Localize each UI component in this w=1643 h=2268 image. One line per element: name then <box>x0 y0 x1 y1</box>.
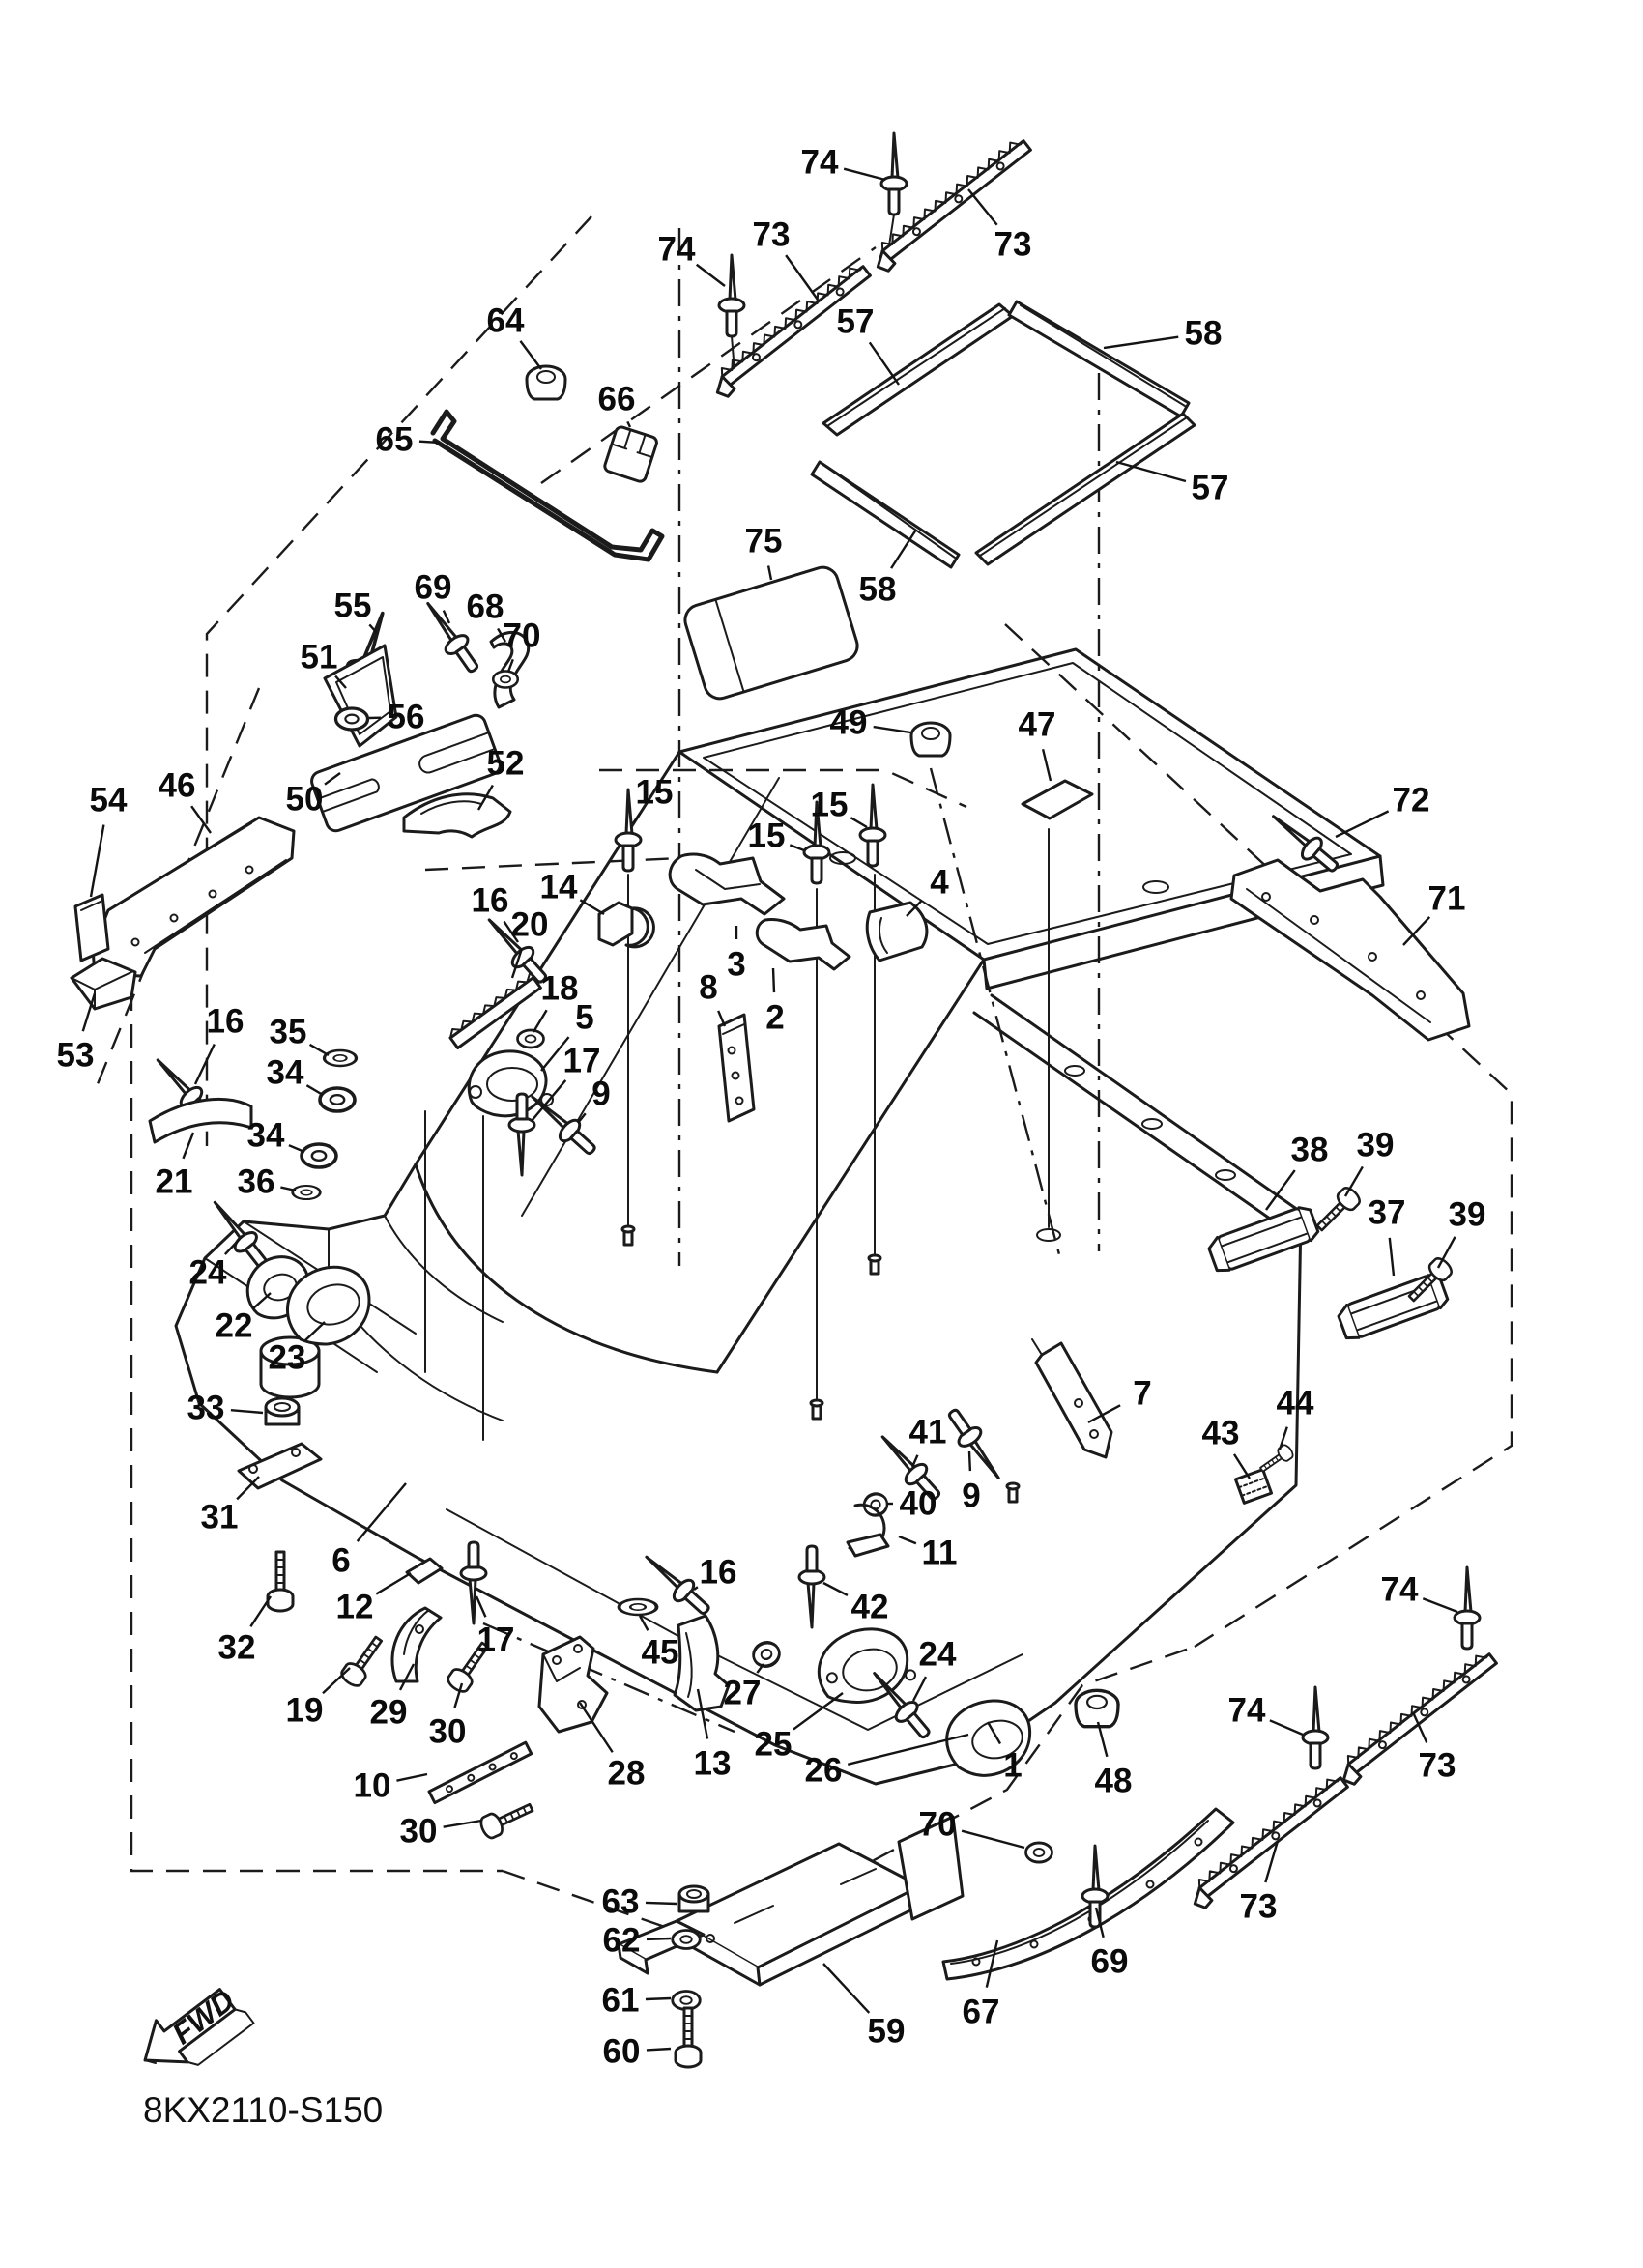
part-number-label: 32 <box>217 1628 256 1667</box>
part-number-label: 25 <box>754 1725 793 1764</box>
part-number-label: 33 <box>187 1389 225 1427</box>
part-number-label: 18 <box>540 969 579 1008</box>
exploded-parts <box>72 133 1501 2067</box>
leader-line <box>773 968 774 992</box>
part-number-label: 70 <box>503 617 541 655</box>
part-number-label: 53 <box>56 1036 95 1075</box>
part-number-label: 14 <box>539 868 578 906</box>
construction-lines <box>93 215 1512 1944</box>
leader-line <box>533 1010 547 1032</box>
leader-line <box>1043 749 1051 781</box>
part-number-label: 12 <box>335 1588 374 1626</box>
part-number-label: 10 <box>353 1766 391 1805</box>
leader-line <box>899 1536 916 1543</box>
leader-line <box>476 1596 485 1617</box>
part-number-label: 17 <box>562 1042 601 1080</box>
part-number-label: 47 <box>1018 705 1056 744</box>
part-number-label: 43 <box>1201 1414 1240 1452</box>
part-number-label: 15 <box>747 817 786 855</box>
part-number-label: 20 <box>510 905 549 944</box>
part-number-label: 75 <box>744 522 783 560</box>
leader-line <box>633 813 640 823</box>
leader-line <box>91 825 103 897</box>
part-number-label: 19 <box>285 1691 324 1730</box>
part-number-label: 13 <box>693 1744 732 1783</box>
part-number-label: 65 <box>375 420 414 459</box>
part-number-label: 68 <box>466 588 504 626</box>
part-number-label: 36 <box>237 1163 275 1201</box>
part-number-label: 49 <box>829 703 868 742</box>
part-number-label: 30 <box>399 1812 438 1851</box>
part-number-label: 34 <box>266 1053 304 1092</box>
leader-line <box>289 1145 304 1152</box>
part-number-label: 48 <box>1094 1762 1133 1800</box>
leader-line <box>823 1964 869 2013</box>
leader-line <box>790 845 804 850</box>
leader-line <box>1104 337 1178 348</box>
part-number-label: 73 <box>1239 1887 1278 1926</box>
part-number-label: 15 <box>635 773 674 812</box>
part-number-label: 61 <box>601 1981 640 2020</box>
leader-line <box>874 727 910 732</box>
leader-line <box>962 1831 1024 1848</box>
part-number-label: 37 <box>1368 1193 1406 1232</box>
leader-line <box>376 1573 411 1594</box>
leader-line <box>627 421 630 427</box>
part-number-label: 16 <box>206 1002 245 1041</box>
part-number-label: 22 <box>215 1306 253 1345</box>
leader-line <box>1336 811 1389 837</box>
part-number-label: 7 <box>1133 1374 1152 1413</box>
part-number-label: 58 <box>1184 314 1223 353</box>
part-number-label: 74 <box>657 230 696 269</box>
part-number-label: 9 <box>591 1075 611 1113</box>
leader-line <box>580 900 604 914</box>
part-number-label: 74 <box>1227 1691 1266 1730</box>
leader-line <box>231 1410 263 1413</box>
leader-line <box>250 1596 271 1626</box>
part-number-label: 30 <box>428 1712 467 1751</box>
part-number-label: 39 <box>1448 1195 1486 1234</box>
leader-line <box>1390 1238 1394 1276</box>
part-number-label: 74 <box>1380 1570 1419 1609</box>
leader-line <box>306 1085 323 1095</box>
leader-line <box>969 1451 970 1471</box>
leader-line <box>968 189 997 225</box>
leader-line <box>520 341 541 369</box>
part-number-label: 4 <box>930 863 949 902</box>
leader-line <box>768 565 771 580</box>
part-number-label: 16 <box>471 881 509 920</box>
part-number-label: 40 <box>899 1484 937 1523</box>
part-number-label: 24 <box>188 1253 227 1292</box>
leader-line <box>1270 1720 1303 1735</box>
fwd-arrow <box>130 1974 253 2088</box>
leader-line <box>647 2049 671 2050</box>
part-number-label: 69 <box>414 568 452 607</box>
part-number-label: 3 <box>727 945 746 984</box>
part-number-label: 54 <box>89 781 128 819</box>
leader-line <box>646 1998 671 1999</box>
part-number-label: 2 <box>765 998 785 1037</box>
leader-line <box>444 1821 481 1827</box>
leader-line <box>396 1774 427 1781</box>
part-number-label: 1 <box>1003 1746 1023 1785</box>
part-number-label: 72 <box>1392 781 1430 819</box>
leader-line <box>358 1483 406 1541</box>
part-number-label: 17 <box>476 1621 515 1659</box>
part-number-label: 57 <box>1191 469 1229 507</box>
part-number-label: 55 <box>333 587 372 625</box>
part-number-label: 41 <box>908 1413 947 1451</box>
part-number-label: 63 <box>601 1882 640 1921</box>
part-number-label: 39 <box>1356 1126 1395 1164</box>
part-number-label: 60 <box>602 2032 641 2071</box>
part-number-label: 45 <box>641 1633 679 1672</box>
leader-line <box>195 1044 215 1084</box>
part-number-label: 29 <box>369 1693 408 1732</box>
part-number-label: 27 <box>723 1674 762 1712</box>
part-number-label: 52 <box>486 744 525 783</box>
part-number-label: 38 <box>1290 1131 1329 1169</box>
leader-line <box>913 1677 926 1701</box>
part-number-label: 57 <box>836 302 875 341</box>
part-number-label: 69 <box>1090 1942 1129 1981</box>
part-number-label: 74 <box>800 143 839 182</box>
leader-line <box>1234 1454 1250 1479</box>
leader-line <box>183 1133 193 1159</box>
part-number-label: 46 <box>158 766 196 805</box>
part-number-label: 73 <box>994 225 1032 264</box>
diagram-code: 8KX2110-S150 <box>143 2090 384 2130</box>
part-number-label: 56 <box>387 698 425 736</box>
part-number-label: 28 <box>607 1754 646 1793</box>
part-number-label: 64 <box>486 301 525 340</box>
part-number-label: 24 <box>918 1635 957 1674</box>
part-number-label: 8 <box>699 968 718 1007</box>
part-number-label: 6 <box>331 1541 351 1580</box>
part-number-label: 34 <box>246 1116 285 1155</box>
leader-line <box>646 1903 677 1904</box>
leader-line <box>280 1188 296 1191</box>
fwd-label: FWD <box>165 1982 242 2052</box>
part-number-label: 62 <box>602 1921 641 1960</box>
part-number-label: 26 <box>804 1751 843 1790</box>
part-number-label: 9 <box>962 1477 981 1515</box>
part-number-label: 11 <box>921 1534 958 1572</box>
leader-line <box>647 1938 671 1939</box>
leader-line <box>850 818 867 827</box>
part-number-label: 16 <box>699 1553 737 1592</box>
part-number-label: 21 <box>155 1163 193 1201</box>
part-number-label: 5 <box>575 998 594 1037</box>
leader-line <box>786 255 818 300</box>
part-number-label: 23 <box>268 1338 306 1377</box>
part-number-label: 66 <box>597 380 636 418</box>
callout-layer <box>57 144 1486 2071</box>
part-number-label: 51 <box>300 638 338 676</box>
part-number-label: 31 <box>200 1498 239 1536</box>
part-number-label: 58 <box>858 570 897 609</box>
part-number-label: 15 <box>810 786 849 824</box>
part-number-label: 73 <box>1418 1746 1456 1785</box>
leader-line <box>310 1045 329 1055</box>
part-number-label: 70 <box>918 1805 957 1844</box>
part-number-label: 44 <box>1276 1384 1314 1422</box>
part-number-label: 59 <box>867 2012 906 2051</box>
leader-line <box>697 265 725 286</box>
part-number-label: 71 <box>1427 879 1466 918</box>
part-number-label: 35 <box>269 1013 307 1051</box>
leader-line <box>870 342 899 385</box>
leader-line <box>823 1583 848 1595</box>
part-number-label: 67 <box>962 1993 1000 2031</box>
leader-line <box>793 1693 843 1730</box>
part-number-label: 42 <box>850 1588 889 1626</box>
leader-line <box>419 442 440 443</box>
part-number-label: 73 <box>752 215 791 254</box>
part-number-label: 50 <box>285 780 324 818</box>
leader-line <box>844 169 885 180</box>
leader-line <box>1423 1598 1457 1612</box>
